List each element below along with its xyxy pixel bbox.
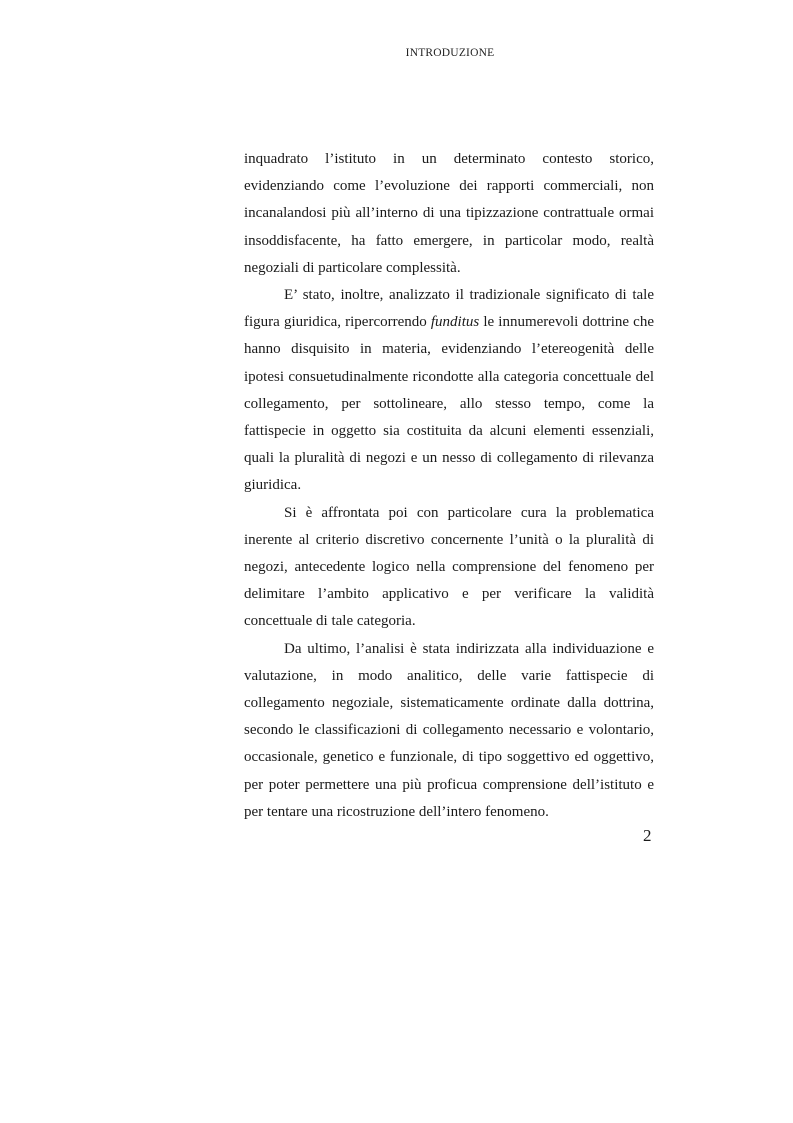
italic-term: funditus [430, 314, 480, 331]
paragraph-text: E’ stato, inoltre, analizzato il tradizionale significato di tale figura giuridica, ripercorrendo [244, 287, 654, 331]
body-text [244, 146, 654, 826]
paragraph [244, 636, 654, 826]
paragraph [244, 282, 654, 500]
paragraph-text: le innumerevoli dottrine che hanno disquisito in materia, evidenziando l’etereogenità delle ipotesi consuetudinalmente ricondotte alla categoria concettuale del collegamento, per sottolineare, allo stesso tempo, come la fattispecie in oggetto sia costituita da alcuni elementi essenziali, quali la pluralità di negozi e un nesso di collegamento di rilevanza giuridica. [244, 314, 654, 494]
paragraph [244, 146, 654, 282]
paragraph-text: Da ultimo, l’analisi è stata indirizzata alla individuazione e valutazione, in modo analitico, delle varie fattispecie di collegamento negoziale, sistematicamente ordinate dalla dottrina, secondo le classificazioni di collegamento necessario e volontario, occasionale, genetico e funzionale, di tipo soggettivo ed oggettivo, per poter permettere una più proficua comprensione dell’istituto e per tentare una ricostruzione dell’intero fenomeno. [244, 640, 654, 820]
paragraph-text: Si è affrontata poi con particolare cura la problematica inerente al criterio discretivo concernente l’unità o la pluralità di negozi, antecedente logico nella comprensione del fenomeno per delimitare l’ambito applicativo e per verificare la validità concettuale di tale categoria. [244, 504, 654, 630]
running-header: INTRODUZIONE [405, 47, 495, 59]
paragraph-text: inquadrato l’istituto in un determinato contesto storico, evidenziando come l’evoluzione dei rapporti commerciali, non incanalandosi più all’interno di una tipizzazione contrattuale ormai insoddisfacente, ha fatto emergere, in particolar modo, realtà negoziali di particolare complessità. [244, 151, 654, 276]
paragraph [244, 500, 654, 636]
page-number: 2 [643, 826, 652, 845]
